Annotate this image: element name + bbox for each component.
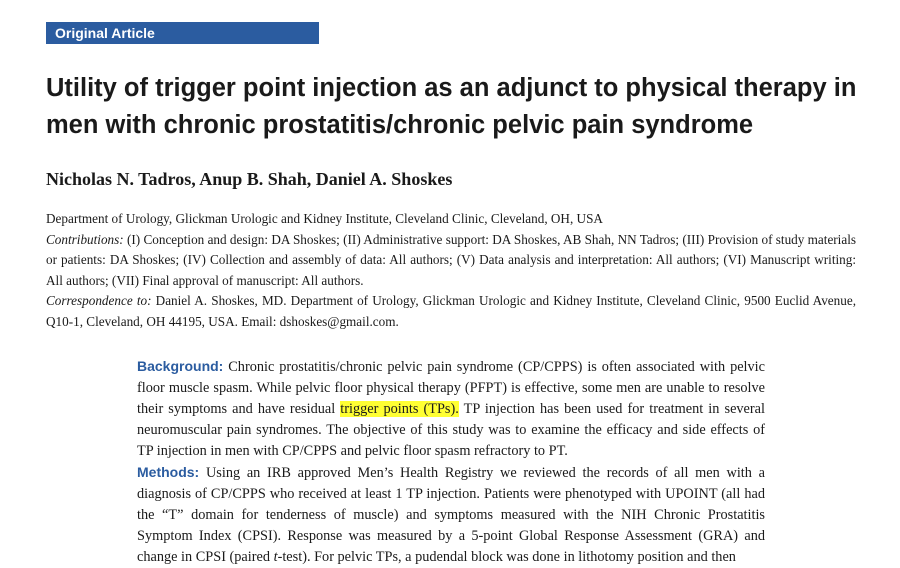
article-type-badge: Original Article (46, 22, 319, 44)
abstract-methods (137, 462, 765, 568)
methods-heading: Methods: (137, 464, 200, 480)
highlighted-text: trigger points (TPs). (340, 401, 459, 417)
background-text: Chronic prostatitis/chronic pelvic pain syndrome (CP/CPPS) is often associated with pelvic floor muscle spasm. While pelvic floor physical therapy (PFPT) is effective, some men are unable to resolve their symptoms and have residual (137, 359, 765, 417)
methods-text-continued: -test). For pelvic TPs, a pudendal block was done in lithotomy position and then (277, 549, 736, 565)
contributions (46, 230, 856, 292)
methods-text: Using an IRB approved Men’s Health Registry we reviewed the records of all men with a diagnosis of CP/CPPS who received at least 1 TP injection. Patients were phenotyped with UPOINT (all had the “T” domain for tenderness of muscle) and symptoms measured with the NIH Chronic Prostatitis Symptom Index (CPSI). Response was measured by a 5-point Global Response Assessment (GRA) and change in CPSI (paired (137, 465, 765, 565)
correspondence-label: Correspondence to: (46, 293, 152, 308)
background-text-continued: TP injection has been used for treatment in several neuromuscular pain syndromes. The objective of this study was to examine the efficacy and side effects of TP injection in men with CP/CPPS and pelvic floor spasm refractory to PT. (137, 401, 765, 459)
correspondence (46, 291, 856, 332)
abstract-background (137, 356, 765, 462)
contributions-text: (I) Conception and design: DA Shoskes; (II) Administrative support: DA Shoskes, AB Shah, NN Tadros; (III) Provision of study materials or patients: DA Shoskes; (IV) Collection and assembly of data: All authors; (V) Data analysis and interpretation: All authors; (VI) Manuscript writing: All authors; (VII) Final approval of manuscript: All authors. (46, 231, 856, 288)
affiliation: Department of Urology, Glickman Urologic and Kidney Institute, Cleveland Clinic, Cleveland, OH, USA (46, 211, 603, 226)
article-title: Utility of trigger point injection as an adjunct to physical therapy in men with chronic prostatitis/chronic pelvic pain syndrome (46, 74, 857, 139)
correspondence-text: Daniel A. Shoskes, MD. Department of Urology, Glickman Urologic and Kidney Institute, Cleveland Clinic, 9500 Euclid Avenue, Q10-1, Cleveland, OH 44195, USA. Email: dshoskes@gmail.com. (46, 293, 856, 329)
background-heading: Background: (137, 358, 224, 374)
contributions-label: Contributions: (46, 231, 124, 247)
abstract (137, 356, 765, 568)
article-metadata (46, 209, 856, 332)
author-list: Nicholas N. Tadros, Anup B. Shah, Daniel A. Shoskes (46, 169, 453, 189)
t-test-italic: t (273, 549, 278, 565)
